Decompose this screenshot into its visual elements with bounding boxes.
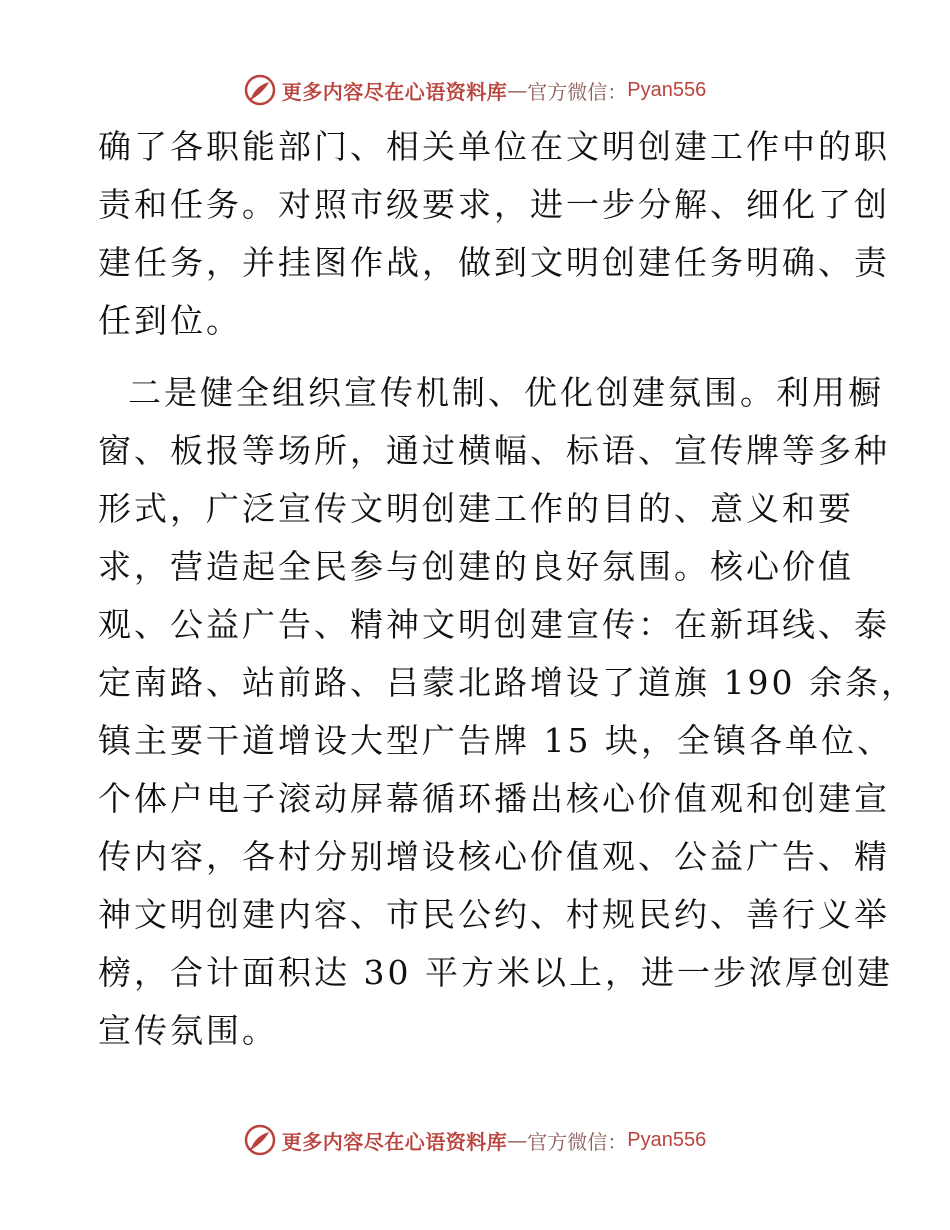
text-line: 传内容，各村分别增设核心价值观、公益广告、精 bbox=[98, 837, 890, 876]
text-line: 窗、板报等场所，通过横幅、标语、宣传牌等多种 bbox=[98, 431, 890, 470]
header-banner bbox=[0, 70, 950, 110]
text-line: 镇主要干道增设大型广告牌 15 块，全镇各单位、 bbox=[98, 721, 893, 760]
paragraph-1 bbox=[98, 118, 890, 350]
text-line: 二是健全组织宣传机制、优化创建氛围。利用橱 bbox=[128, 373, 884, 412]
header-official-label: 官方微信： bbox=[527, 79, 628, 104]
text-line: 定南路、站前路、吕蒙北路增设了道旗 190 余条， bbox=[98, 663, 917, 702]
text-line: 观、公益广告、精神文明创建宣传：在新珥线、泰 bbox=[98, 605, 890, 644]
footer-wechat-id: Pyan556 bbox=[627, 1128, 707, 1151]
paragraph-2 bbox=[98, 364, 917, 1060]
text-line: 确了各职能部门、相关单位在文明创建工作中的职 bbox=[98, 127, 890, 166]
text-line: 任到位。 bbox=[98, 301, 242, 340]
text-line: 个体户电子滚动屏幕循环播出核心价值观和创建宣 bbox=[98, 779, 890, 818]
header-wechat-id: Pyan556 bbox=[627, 78, 707, 101]
text-line: 宣传氛围。 bbox=[98, 1011, 278, 1050]
footer-separator: — bbox=[507, 1128, 528, 1152]
footer-banner bbox=[0, 1120, 950, 1160]
text-line: 形式，广泛宣传文明创建工作的目的、意义和要 bbox=[98, 489, 854, 528]
pen-logo-icon bbox=[244, 74, 276, 106]
text-line: 榜，合计面积达 30 平方米以上，进一步浓厚创建 bbox=[98, 953, 893, 992]
text-line: 建任务，并挂图作战，做到文明创建任务明确、责 bbox=[98, 243, 890, 282]
text-line: 责和任务。对照市级要求，进一步分解、细化了创 bbox=[98, 185, 890, 224]
footer-official-label: 官方微信： bbox=[527, 1129, 628, 1154]
document-body bbox=[98, 118, 917, 1060]
header-separator: — bbox=[507, 78, 528, 102]
text-line: 求，营造起全民参与创建的良好氛围。核心价值 bbox=[98, 547, 854, 586]
text-line: 神文明创建内容、市民公约、村规民约、善行义举 bbox=[98, 895, 890, 934]
pen-logo-icon bbox=[244, 1124, 276, 1156]
footer-banner-text: 更多内容尽在心语资料库 bbox=[281, 1129, 508, 1154]
header-banner-text: 更多内容尽在心语资料库 bbox=[281, 79, 508, 104]
